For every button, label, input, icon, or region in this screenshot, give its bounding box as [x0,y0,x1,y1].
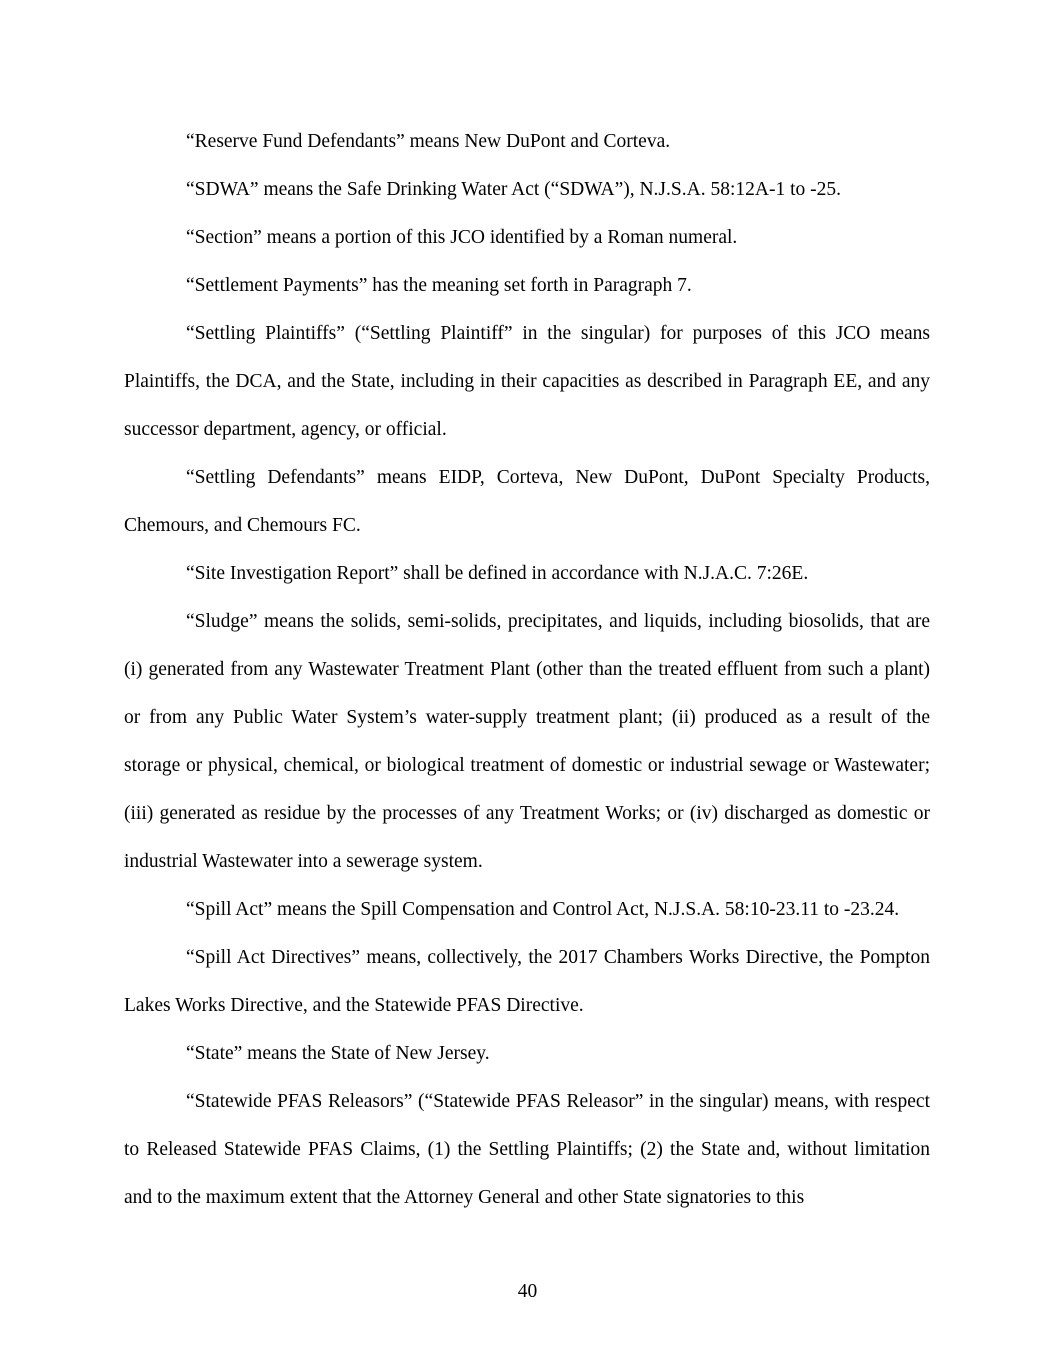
definition-statewide-pfas-releasors: “Statewide PFAS Releasors” (“Statewide PFAS Releasor” in the singular) means, with respect to Released Statewide PFAS Claims, (1) the Settling Plaintiffs; (2) the State and, without limitation and to the maximum extent that the Attorney General and other State signatories to this [124,1091,930,1208]
definition-settling-plaintiffs: “Settling Plaintiffs” (“Settling Plaintiff” in the singular) for purposes of this JCO means Plaintiffs, the DCA, and the State, including in their capacities as described in Paragraph EE, and any successor department, agency, or official. [124,323,930,440]
definition-sludge: “Sludge” means the solids, semi-solids, precipitates, and liquids, including biosolids, that are (i) generated from any Wastewater Treatment Plant (other than the treated effluent from such a plant) or from any Public Water System’s water-supply treatment plant; (ii) produced as a result of the storage or physical, chemical, or biological treatment of domestic or industrial sewage or Wastewater; (iii) generated as residue by the processes of any Treatment Works; or (iv) discharged as domestic or industrial Wastewater into a sewerage system. [124,611,930,872]
definition-site-investigation-report: “Site Investigation Report” shall be defined in accordance with N.J.A.C. 7:26E. [186,563,809,584]
document-page [124,118,930,1222]
definition-spill-act: “Spill Act” means the Spill Compensation and Control Act, N.J.S.A. 58:10-23.11 to -23.24. [186,899,900,920]
definition-sdwa: “SDWA” means the Safe Drinking Water Act (“SDWA”), N.J.S.A. 58:12A-1 to -25. [186,179,841,200]
definition-settlement-payments: “Settlement Payments” has the meaning set forth in Paragraph 7. [186,275,692,296]
definition-reserve-fund-defendants: “Reserve Fund Defendants” means New DuPont and Corteva. [186,131,671,152]
definition-section: “Section” means a portion of this JCO identified by a Roman numeral. [186,227,738,248]
definition-settling-defendants: “Settling Defendants” means EIDP, Corteva, New DuPont, DuPont Specialty Products, Chemours, and Chemours FC. [124,467,930,536]
definition-spill-act-directives: “Spill Act Directives” means, collectively, the 2017 Chambers Works Directive, the Pompton Lakes Works Directive, and the Statewide PFAS Directive. [124,947,930,1016]
page-number: 40 [517,1281,538,1302]
definition-state: “State” means the State of New Jersey. [186,1043,490,1064]
